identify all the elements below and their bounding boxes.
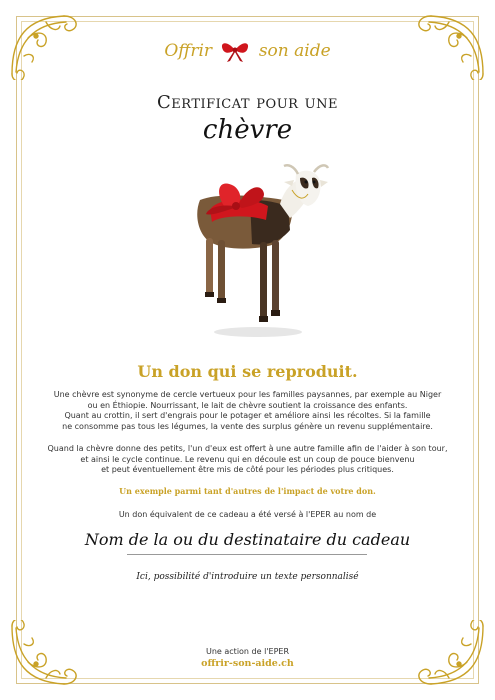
corner-ornament-bottom-left — [6, 620, 86, 692]
logo-text-son-aide: son aide — [258, 41, 331, 61]
paragraph-line: Une chèvre est synonyme de cercle vertueux pour les familles paysannes, par exemple au Niger — [53, 390, 442, 399]
description-paragraph-2 — [40, 444, 455, 476]
paragraph-line: et peut éventuellement être mis de côté pour les périodes plus critiques. — [101, 465, 394, 474]
paragraph-line: Quand la chèvre donne des petits, l'un d'eux est offert à une autre famille afin de l'aider à son tour, — [47, 444, 448, 453]
personal-message: Ici, possibilité d'introduire un texte personnalisé — [136, 572, 359, 582]
recipient-name: Nom de la ou du destinataire du cadeau — [84, 530, 411, 549]
footer-action-text: Une action de l'EPER — [205, 647, 289, 656]
donation-statement: Un don équivalent de ce cadeau a été versé à l'EPER au nom de — [118, 510, 377, 519]
certificate-heading: Certificat pour une — [157, 92, 338, 113]
red-ribbon-bow-icon — [217, 38, 253, 64]
paragraph-line: et ainsi le cycle continue. Le revenu qui en découle est un coup de pouce bienvenu — [80, 454, 415, 464]
description-paragraph-1 — [40, 390, 455, 432]
offrir-son-aide-logo — [0, 38, 495, 66]
tagline: Un don qui se reproduit. — [137, 362, 358, 381]
logo-text-offrir: Offrir — [164, 41, 213, 61]
impact-example-note: Un exemple parmi tant d'autres de l'impact de votre don. — [119, 486, 376, 496]
paragraph-line: Quant au crottin, il sert d'engrais pour le potager et améliore ainsi les récoltes. Si la famille — [64, 411, 431, 420]
paragraph-line: ne consomme pas tous les légumes, la vente des surplus génère un revenu supplémentaire. — [62, 421, 433, 431]
paragraph-line: ou en Éthiopie. Nourrissant, le lait de chèvre soutient la croissance des enfants. — [87, 400, 408, 410]
recipient-underline — [127, 554, 367, 555]
footer-website-link[interactable]: offrir-son-aide.ch — [201, 658, 294, 669]
goat-with-red-bow-illustration — [180, 160, 330, 340]
corner-ornament-bottom-right — [409, 620, 489, 692]
certificate-subject: chèvre — [202, 115, 293, 145]
